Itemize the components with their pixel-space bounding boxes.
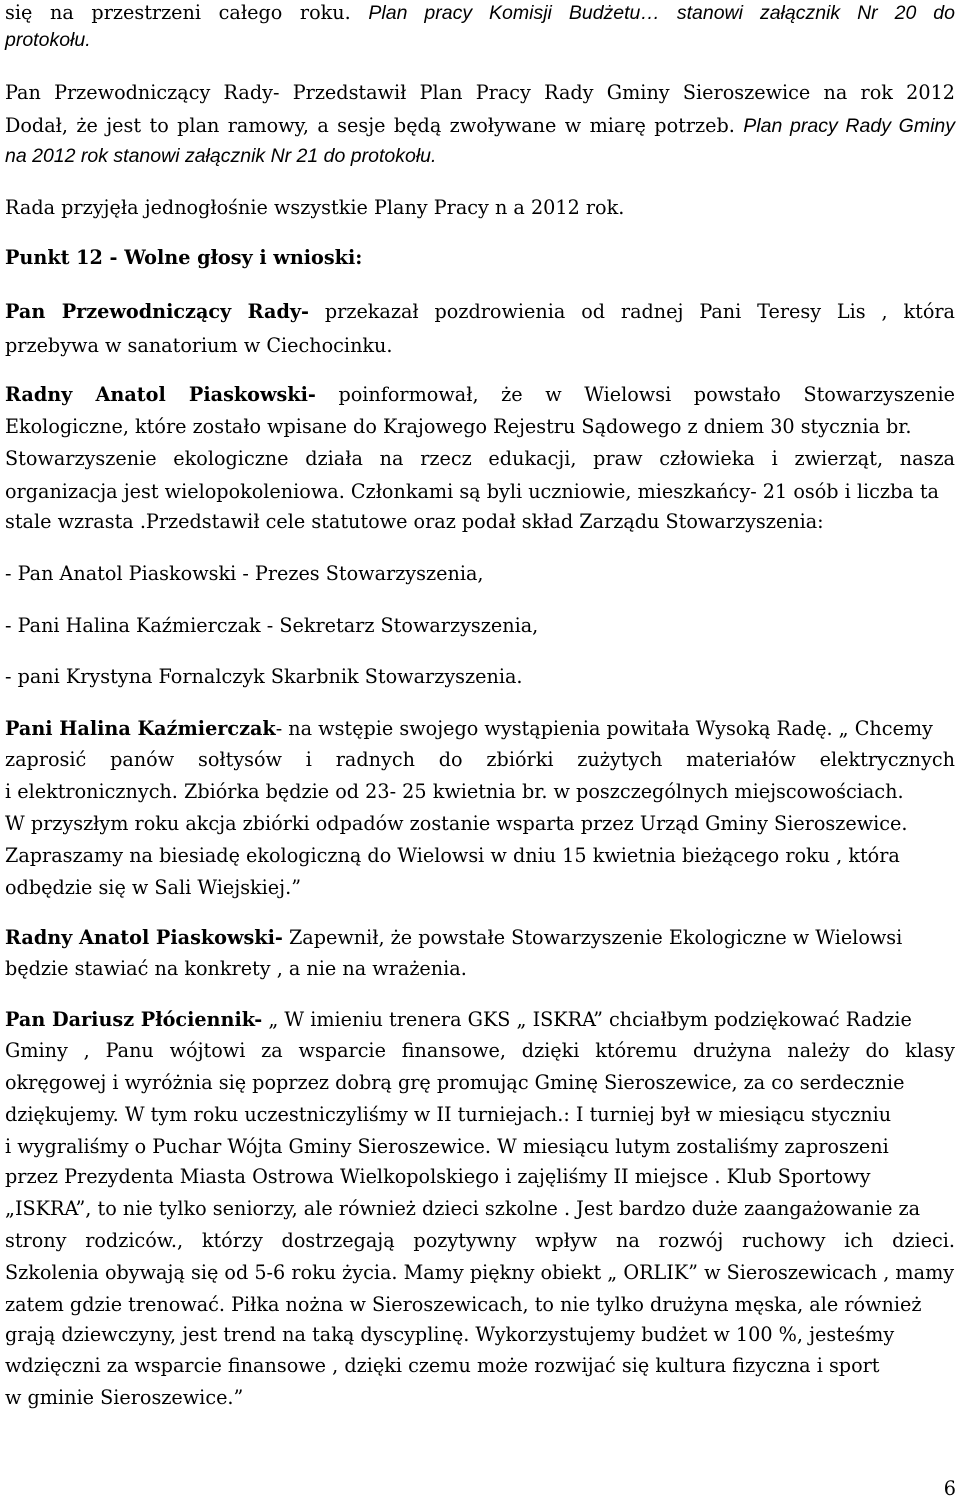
speaker-name: Radny Anatol Piaskowski-	[5, 383, 316, 406]
text-run: przekazał pozdrowienia od radnej Pani Teresy Lis , która	[324, 300, 955, 323]
list-item: - Pani Halina Kaźmierczak - Sekretarz Stowarzyszenia,	[5, 614, 539, 637]
paragraph-line: strony rodziców., którzy dostrzegają pozytywny wpływ na rozwój ruchowy ich dzieci.	[5, 1229, 955, 1252]
italic-text-run: Plan pracy Komisji Budżetu… stanowi załącznik Nr 20 do	[368, 2, 955, 24]
text-run: „ W imieniu trenera GKS „ ISKRA” chciałbym podziękować Radzie	[268, 1008, 912, 1031]
paragraph-line: okręgowej i wyróżnia się poprzez dobrą grę promując Gminę Sieroszewice, za co serdecznie	[5, 1071, 905, 1094]
paragraph-line: na 2012 rok stanowi załącznik Nr 21 do protokołu.	[5, 145, 437, 167]
paragraph-line: i elektronicznych. Zbiórka będzie od 23- 25 kwietnia br. w poszczególnych miejscowościach.	[5, 780, 904, 803]
text-run: się na przestrzeni całego roku.	[5, 1, 351, 24]
text-run: poinformował, że w Wielowsi powstało Stowarzyszenie	[338, 383, 955, 406]
paragraph-line: odbędzie się w Sali Wiejskiej.”	[5, 876, 302, 899]
paragraph-line: przebywa w sanatorium w Ciechocinku.	[5, 334, 393, 357]
paragraph-line: dziękujemy. W tym roku uczestniczyliśmy w II turniejach.: I turniej był w miesiącu styczniu	[5, 1103, 892, 1126]
paragraph-line: Gminy , Panu wójtowi za wsparcie finansowe, dzięki któremu drużyna należy do klasy	[5, 1039, 955, 1062]
paragraph-line: zatem gdzie trenować. Piłka nożna w Sieroszewicach, to nie tylko drużyna męska, ale również	[5, 1293, 922, 1316]
paragraph-line	[5, 925, 955, 951]
list-item: - pani Krystyna Fornalczyk Skarbnik Stowarzyszenia.	[5, 665, 523, 688]
text-run: Zapewnił, że powstałe Stowarzyszenie Ekologiczne w Wielowsi	[288, 926, 903, 949]
speaker-name: Pani Halina Kaźmierczak	[5, 717, 276, 740]
speaker-name: Pan Przewodniczący Rady-	[5, 300, 310, 323]
paragraph-line: protokołu.	[5, 29, 91, 51]
paragraph-line: Rada przyjęła jednogłośnie wszystkie Plany Pracy n a 2012 rok.	[5, 196, 625, 219]
paragraph-line: „ISKRA”, to nie tylko seniorzy, ale również dzieci szkolne . Jest bardzo duże zaangażowanie za	[5, 1197, 921, 1220]
speaker-name: Pan Dariusz Płóciennik-	[5, 1008, 263, 1031]
paragraph-line: Pan Przewodniczący Rady- Przedstawił Plan Pracy Rady Gminy Sieroszewice na rok 2012	[5, 81, 955, 104]
paragraph-line: Ekologiczne, które zostało wpisane do Krajowego Rejestru Sądowego z dniem 30 stycznia br.	[5, 415, 912, 438]
paragraph-line	[5, 0, 955, 26]
paragraph-line: W przyszłym roku akcja zbiórki odpadów zostanie wsparta przez Urząd Gminy Sieroszewice.	[5, 812, 908, 835]
list-item: - Pan Anatol Piaskowski - Prezes Stowarzyszenia,	[5, 562, 484, 585]
paragraph-line: zaprosić panów sołtysów i radnych do zbiórki zużytych materiałów elektrycznych	[5, 748, 955, 771]
paragraph-line: Szkolenia obywają się od 5-6 roku życia. Mamy piękny obiekt „ ORLIK” w Sieroszewicach , mamy	[5, 1261, 955, 1284]
paragraph-line: Zapraszamy na biesiadę ekologiczną do Wielowsi w dniu 15 kwietnia bieżącego roku , która	[5, 844, 900, 867]
paragraph-line	[5, 1007, 955, 1033]
text-run: - na wstępie swojego wystąpienia powitała Wysoką Radę. „ Chcemy	[275, 717, 933, 740]
text-run: Dodał, że jest to plan ramowy, a sesje będą zwoływane w miarę potrzeb.	[5, 114, 735, 137]
paragraph-line: i wygraliśmy o Puchar Wójta Gminy Sieroszewice. W miesiącu lutym zostaliśmy zaproszeni	[5, 1135, 889, 1158]
paragraph-line: wdzięczni za wsparcie finansowe , dzięki czemu może rozwijać się kultura fizyczna i sport	[5, 1354, 880, 1377]
paragraph-line: przez Prezydenta Miasta Ostrowa Wielkopolskiego i zajęliśmy II miejsce . Klub Sportowy	[5, 1165, 871, 1188]
section-heading: Punkt 12 - Wolne głosy i wnioski:	[5, 246, 363, 269]
paragraph-line	[5, 382, 955, 408]
italic-text-run: Plan pracy Rady Gminy	[743, 115, 955, 137]
paragraph-line: Stowarzyszenie ekologiczne działa na rzecz edukacji, praw człowieka i zwierząt, nasza	[5, 447, 955, 470]
paragraph-line	[5, 299, 955, 325]
paragraph-line: stale wzrasta .Przedstawił cele statutowe oraz podał skład Zarządu Stowarzyszenia:	[5, 510, 824, 533]
paragraph-line	[5, 716, 955, 742]
paragraph-line: grają dziewczyny, jest trend na taką dyscyplinę. Wykorzystujemy budżet w 100 %, jesteśmy	[5, 1323, 895, 1346]
paragraph-line: będzie stawiać na konkrety , a nie na wrażenia.	[5, 957, 467, 980]
page-number: 6	[943, 1477, 956, 1500]
paragraph-line: organizacja jest wielopokoleniowa. Członkami są byli uczniowie, mieszkańcy- 21 osób i liczba ta	[5, 480, 939, 503]
speaker-name: Radny Anatol Piaskowski-	[5, 926, 283, 949]
paragraph-line	[5, 113, 955, 139]
paragraph-line: w gminie Sieroszewice.”	[5, 1386, 244, 1409]
